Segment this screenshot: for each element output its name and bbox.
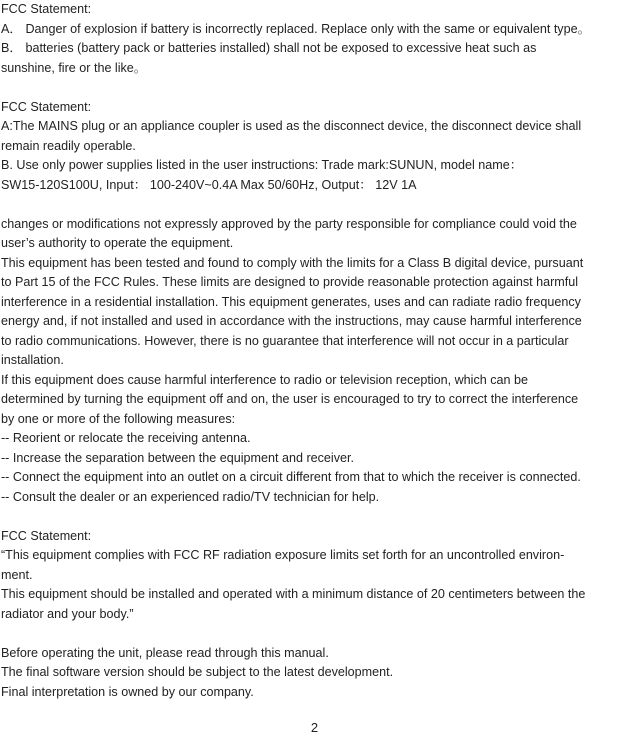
text-line: radiator and your body.”	[1, 606, 134, 621]
text-line: A． Danger of explosion if battery is incorrectly replaced. Replace only with the same or equivalent type。	[1, 21, 591, 36]
text-line: user’s authority to operate the equipment.	[1, 236, 234, 250]
text-line: by one or more of the following measures:	[1, 411, 236, 426]
blank-line	[1, 78, 629, 98]
text-line: FCC Statement:	[1, 99, 92, 114]
text-line: determined by turning the equipment off and on, the user is encouraged to try to correct the interference	[1, 392, 579, 406]
text-line: changes or modifications not expressly approved by the party responsible for compliance could void the	[1, 216, 577, 231]
text-line: “This equipment complies with FCC RF radiation exposure limits set forth for an uncontrolled environ-	[1, 548, 565, 562]
text-line: This equipment should be installed and operated with a minimum distance of 20 centimeters between the	[1, 587, 586, 601]
document-page	[1, 0, 629, 702]
text-line: interference in a residential installation. This equipment generates, uses and can radiate radio frequency	[1, 294, 581, 309]
text-line: B. Use only power supplies listed in the user instructions: Trade mark:SUNUN, model name：	[1, 158, 523, 172]
text-line: B． batteries (battery pack or batteries installed) shall not be exposed to excessive heat such as	[1, 41, 537, 55]
text-line: to Part 15 of the FCC Rules. These limits are designed to provide reasonable protection against harmful	[1, 275, 579, 289]
text-line: Final interpretation is owned by our company.	[1, 684, 254, 699]
text-line: FCC Statement:	[1, 2, 92, 16]
text-line: If this equipment does cause harmful interference to radio or television reception, which can be	[1, 372, 528, 387]
text-line: Before operating the unit, please read through this manual.	[1, 645, 329, 660]
blank-line	[1, 624, 629, 644]
text-line: energy and, if not installed and used in accordance with the instructions, may cause harmful interference	[1, 314, 582, 328]
blank-line	[1, 195, 629, 215]
text-line: This equipment has been tested and found to comply with the limits for a Class B digital device, pursuant	[1, 255, 584, 270]
text-line: -- Consult the dealer or an experienced radio/TV technician for help.	[1, 489, 380, 504]
text-line: -- Connect the equipment into an outlet on a circuit different from that to which the receiver is connected.	[1, 470, 581, 484]
text-line: installation.	[1, 353, 64, 367]
text-line: to radio communications. However, there is no guarantee that interference will not occur in a particular	[1, 333, 569, 348]
blank-line	[1, 507, 629, 527]
text-line: SW15-120S100U, Input： 100-240V~0.4A Max 50/60Hz, Output： 12V 1A	[1, 177, 417, 192]
text-line: A:The MAINS plug or an appliance coupler is used as the disconnect device, the disconnect device shall	[1, 119, 582, 133]
text-line: The final software version should be subject to the latest development.	[1, 665, 394, 679]
text-line: ment.	[1, 567, 33, 582]
text-line: FCC Statement:	[1, 528, 92, 543]
text-line: -- Reorient or relocate the receiving antenna.	[1, 431, 251, 445]
text-line: remain readily operable.	[1, 138, 136, 153]
text-line: sunshine, fire or the like。	[1, 60, 147, 75]
text-line: -- Increase the separation between the equipment and receiver.	[1, 450, 354, 465]
page-number: 2	[310, 720, 319, 735]
